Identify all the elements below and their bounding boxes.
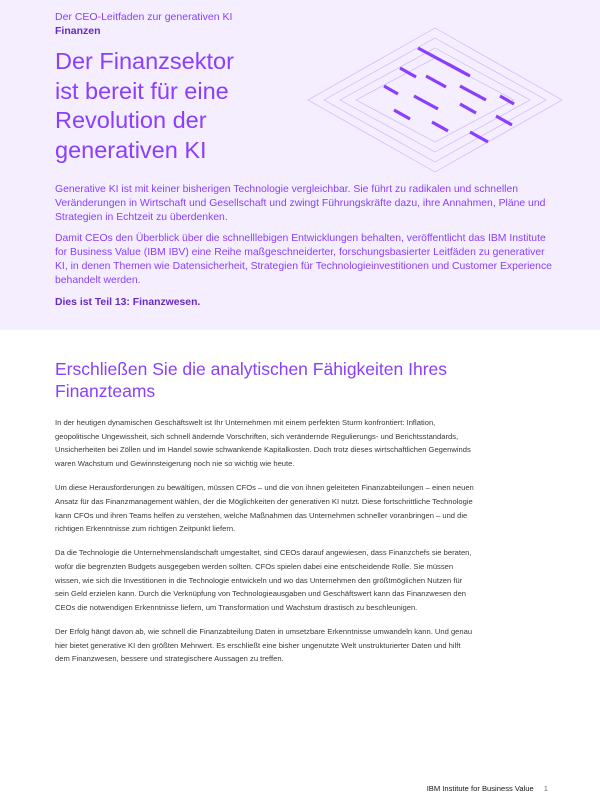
title-line: Der Finanzsektor (55, 48, 234, 74)
article-body (55, 416, 475, 676)
body-paragraph: In der heutigen dynamischen Geschäftswelt ist Ihr Unternehmen mit einem perfekten Sturm konfrontiert: Inflation, geopolitische Ungewissheit, sich schnell ändernde Vorschriften, sich verändernde Regulierungs- und Berichtsstandards, Unsicherheiten bei Zöllen und im Handel sowie schwankende Kapitalkosten. Doch trotz dieses wirtschaftlichen Gegenwinds waren Wachstum und Gewinnsteigerung noch nie so wichtig wie heute. (55, 418, 471, 469)
isometric-illustration (300, 20, 570, 180)
intro-text (55, 183, 555, 317)
footer-org: IBM Institute for Business Value (426, 784, 534, 793)
page-footer (427, 784, 548, 793)
body-paragraph: Der Erfolg hängt davon ab, wie schnell die Finanzabteilung Daten in umsetzbare Erkenntnisse umwandeln kann. Und genau hier bietet generative KI den größten Mehrwert. Es erschließt eine bisher ungenutzte Welt unstrukturierter Daten und hilft dem Finanzwesen, bessere und strategischere Aussagen zu treffen. (55, 627, 473, 664)
body-paragraph: Um diese Herausforderungen zu bewältigen, müssen CFOs – und die von ihnen geleiteten Finanzabteilungen – einen neuen Ansatz für das Finanzmanagement wählen, der die Möglichkeiten der generativen KI nutzt. Diese fortschrittliche Technologie kann CFOs und ihren Teams helfen zu verstehen, welche Maßnahmen das Unternehmen schneller voranbringen – und die richtigen Erkenntnisse zum richtigen Zeitpunkt liefern. (55, 483, 474, 534)
body-paragraph: Da die Technologie die Unternehmenslandschaft umgestaltet, sind CEOs darauf angewiesen, dass Finanzchefs sie beraten, wofür die begrenzten Budgets ausgegeben werden sollten. CFOs spielen dabei eine entscheidende Rolle. Sie müssen wissen, wie sich die Investitionen in die Technologie entwickeln und wo das Unternehmen den größtmöglichen Nutzen für sein Geld erzielen kann. Durch die Verknüpfung von Technologieausgaben und Geschäftswert kann das Finanzwesen den CEOs die notwendigen Erkenntnisse liefern, um Transformation und Wachstum drastisch zu beschleunigen. (55, 548, 472, 613)
series-label: Der CEO-Leitfaden zur generativen KI (55, 11, 233, 23)
title-line: Revolution der (55, 107, 207, 133)
title-line: ist bereit für eine (55, 77, 229, 104)
title-line: generativen KI (55, 136, 207, 163)
section-heading: Erschließen Sie die analytischen Fähigkeiten Ihres Finanzteams (55, 359, 448, 401)
series-part-note: Dies ist Teil 13: Finanzwesen. (55, 297, 201, 309)
intro-paragraph: Damit CEOs den Überblick über die schnelllebigen Entwicklungen behalten, veröffentlicht das IBM Institute for Business Value (IBM IBV) eine Reihe maßgeschneiderter, forschungsbasierter Leitfäden zu generativer KI, in denen Themen wie Datensicherheit, Strategien für Technologieinvestitionen und Customer Experience behandelt werden. (55, 232, 552, 287)
section-label: Finanzen (55, 25, 101, 37)
intro-paragraph: Generative KI ist mit keiner bisherigen Technologie vergleichbar. Sie führt zu radikalen und schnellen Veränderungen in Wirtschaft und Gesellschaft und zwingt Führungskräfte dazu, ihre Annahmen, Pläne und Strategien in Echtzeit zu überdenken. (55, 184, 546, 224)
page-title (55, 47, 315, 165)
page-number: 1 (543, 784, 548, 793)
hero-panel (0, 0, 600, 330)
